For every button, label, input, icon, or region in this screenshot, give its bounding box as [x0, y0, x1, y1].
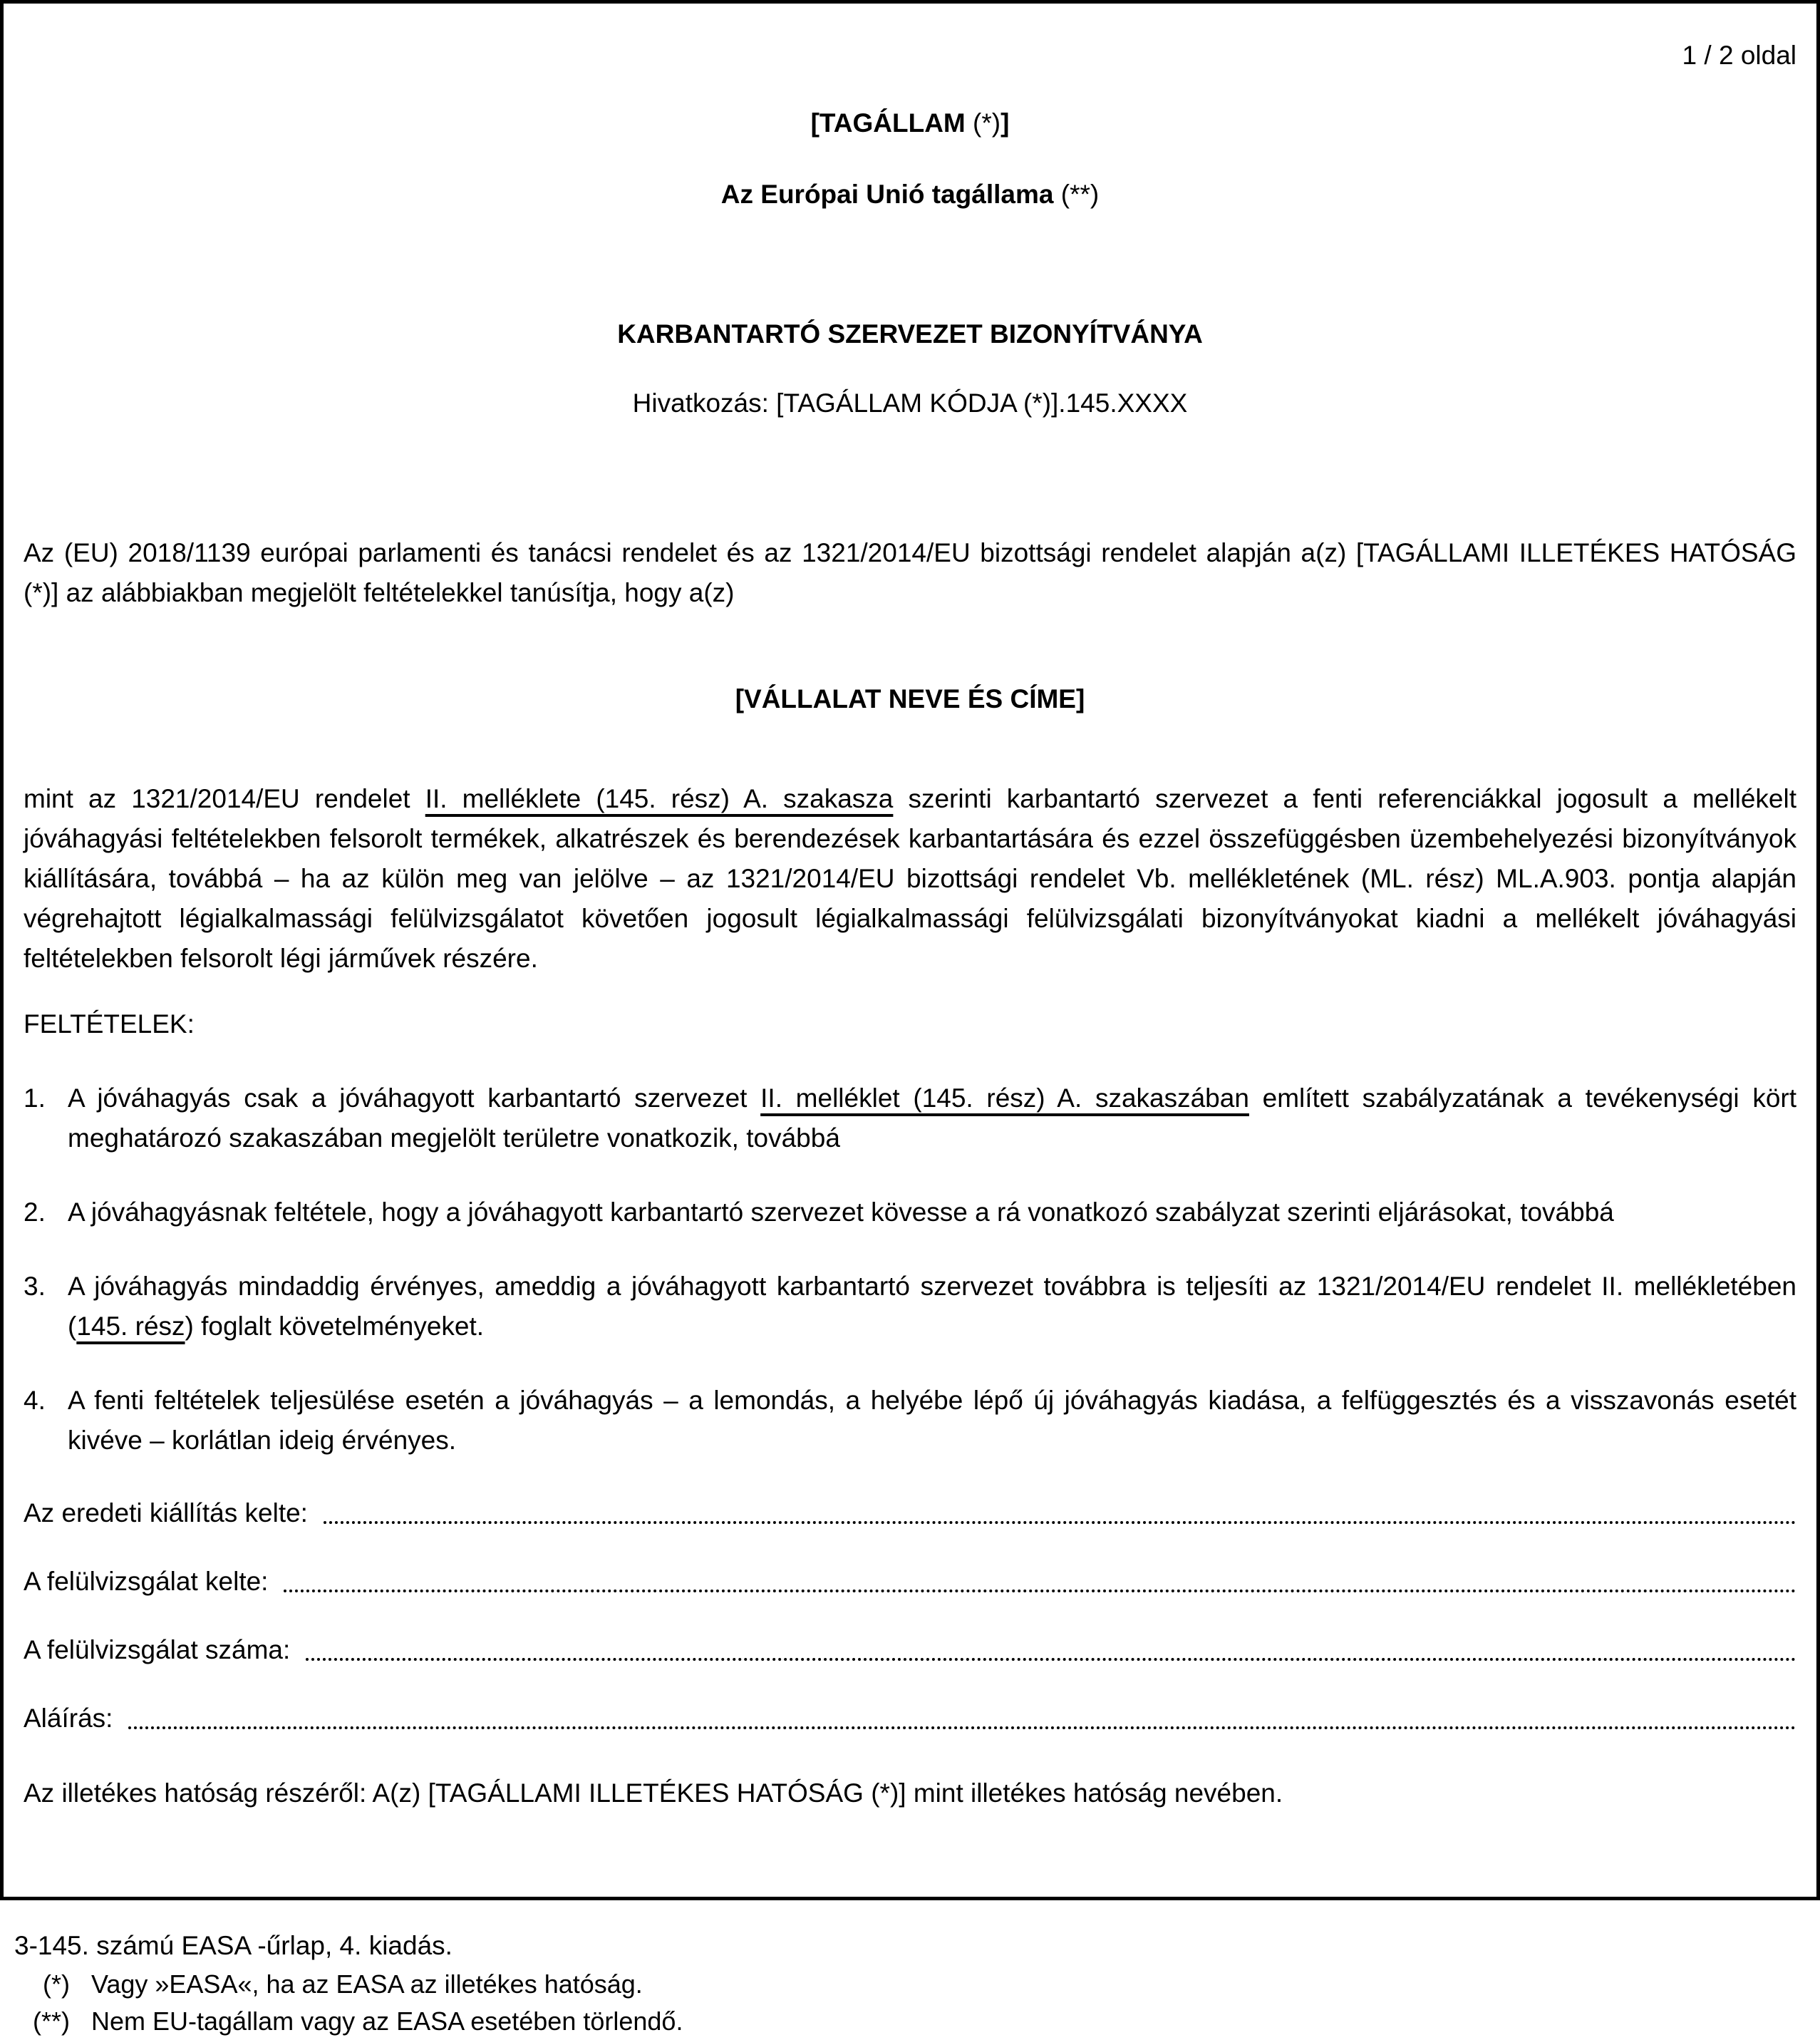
- dotted-fill-line: [128, 1726, 1796, 1729]
- field-label: Aláírás:: [24, 1704, 113, 1733]
- dotted-fill-line: [306, 1658, 1796, 1661]
- condition-item-1: [24, 1078, 1796, 1158]
- authority-line: Az illetékes hatóság részéről: A(z) [TAGÁLLAMI ILLETÉKES HATÓSÁG (*)] mint illetékes hatóság nevében.: [24, 1778, 1283, 1808]
- condition-text: [68, 1267, 1796, 1346]
- title-eu-member-state-text: Az Európai Unió tagállama: [720, 180, 1061, 209]
- footnote-marker-double: (**): [1060, 180, 1100, 209]
- condition-text-pre: A jóváhagyásnak feltétele, hogy a jóváhagyott karbantartó szervezet kövesse a rá vonatkozó szabályzat szerinti eljárásokat, továbbá: [68, 1197, 1614, 1227]
- dotted-fill-line: [324, 1521, 1796, 1524]
- condition-text: [68, 1192, 1796, 1232]
- certificate-title: KARBANTARTÓ SZERVEZET BIZONYÍTVÁNYA: [617, 319, 1203, 349]
- field-revision-number: [24, 1630, 1796, 1670]
- condition-text-post: említett szabályzatának a tevékenységi kört meghatározó szakaszában megjelölt területre vonatkozik, továbbá: [68, 1083, 1797, 1153]
- title-member-state-open: [TAGÁLLAM: [810, 108, 973, 138]
- condition-underlined-reference: 145. rész: [76, 1312, 185, 1341]
- footnote-text: Nem EU-tagállam vagy az EASA esetében törlendő.: [91, 2006, 683, 2036]
- main-paragraph-underlined-reference: II. melléklete (145. rész) A. szakasza: [425, 784, 894, 813]
- condition-item-3: [24, 1267, 1796, 1346]
- condition-text-pre: A jóváhagyás csak a jóváhagyott karbantartó szervezet: [68, 1083, 761, 1113]
- title-member-state-close: ]: [1001, 108, 1010, 138]
- footnotes-section: [0, 1900, 1820, 2040]
- field-label: A felülvizsgálat kelte:: [24, 1567, 269, 1596]
- footnote-marker-single: (*): [973, 108, 1001, 138]
- title-member-state: [24, 103, 1796, 143]
- condition-item-4: [24, 1381, 1796, 1461]
- footnote-marker: (*): [43, 1969, 70, 1999]
- field-label: Az eredeti kiállítás kelte:: [24, 1498, 308, 1528]
- field-signature: [24, 1699, 1796, 1738]
- page-number: 1 / 2 oldal: [1682, 41, 1796, 70]
- conditions-heading: FELTÉTELEK:: [24, 1009, 195, 1039]
- footnote-marker: (**): [33, 2006, 70, 2036]
- condition-text-pre: A jóváhagyás mindaddig érvényes, ameddig a jóváhagyott karbantartó szervezet továbbra is teljesíti az 1321/2014/EU rendelet II. mellékletében (: [68, 1272, 1796, 1341]
- condition-text: [68, 1381, 1796, 1461]
- condition-text: [68, 1078, 1796, 1158]
- field-original-issue-date: [24, 1493, 1796, 1533]
- condition-text-post: ) foglalt követelményeket.: [185, 1312, 485, 1341]
- footnote-text: Vagy »EASA«, ha az EASA az illetékes hatóság.: [91, 1969, 643, 1999]
- condition-number: 1.: [24, 1083, 46, 1113]
- main-paragraph: [24, 779, 1796, 979]
- main-paragraph-post: szerinti karbantartó szervezet a fenti referenciákkal jogosult a mellékelt jóváhagyási feltételekben felsorolt termékek, alkatrészek és berendezések karbantartására és ezzel összefüggésben üzembehelyezési bizonyítványok kiállítására, továbbá – ha az külön meg van jelölve – az 1321/2014/EU bizottsági rendelet Vb. mellékletének (ML. rész) ML.A.903. pontja alapján végrehajtott légialkalmassági felülvizsgálatot követően jogosult légialkalmassági felülvizsgálati bizonyítványokat kiadni a mellékelt jóváhagyási feltételekben felsorolt légi járművek részére.: [24, 784, 1796, 973]
- condition-number: 2.: [24, 1197, 46, 1227]
- condition-text-pre: A fenti feltételek teljesülése esetén a jóváhagyás – a lemondás, a helyébe lépő új jóváhagyás kiadása, a felfüggesztés és a visszavonás esetét kivéve – korlátlan ideig érvényes.: [68, 1386, 1796, 1455]
- condition-underlined-reference: II. melléklet (145. rész) A. szakaszában: [760, 1083, 1249, 1113]
- field-label: A felülvizsgálat száma:: [24, 1635, 291, 1664]
- footnote-item-1: [14, 1966, 1800, 2003]
- condition-item-2: [24, 1192, 1796, 1232]
- company-name-title: [VÁLLALAT NEVE ÉS CÍME]: [735, 684, 1085, 714]
- title-eu-member-state: [24, 175, 1796, 215]
- main-paragraph-pre: mint az 1321/2014/EU rendelet: [24, 784, 425, 813]
- field-revision-date: [24, 1562, 1796, 1602]
- form-edition-line: 3-145. számú EASA -űrlap, 4. kiadás.: [14, 1931, 453, 1960]
- dotted-fill-line: [284, 1590, 1796, 1592]
- condition-number: 4.: [24, 1386, 46, 1415]
- footnote-item-2: [14, 2003, 1800, 2040]
- condition-number: 3.: [24, 1272, 46, 1301]
- reference-line: Hivatkozás: [TAGÁLLAM KÓDJA (*)].145.XXXX: [632, 388, 1188, 418]
- intro-paragraph: Az (EU) 2018/1139 európai parlamenti és tanácsi rendelet és az 1321/2014/EU bizottsági rendelet alapján a(z) [TAGÁLLAMI ILLETÉKES HATÓSÁG (*)] az alábbiakban megjelölt feltételekkel tanúsítja, hogy a(z): [24, 538, 1796, 607]
